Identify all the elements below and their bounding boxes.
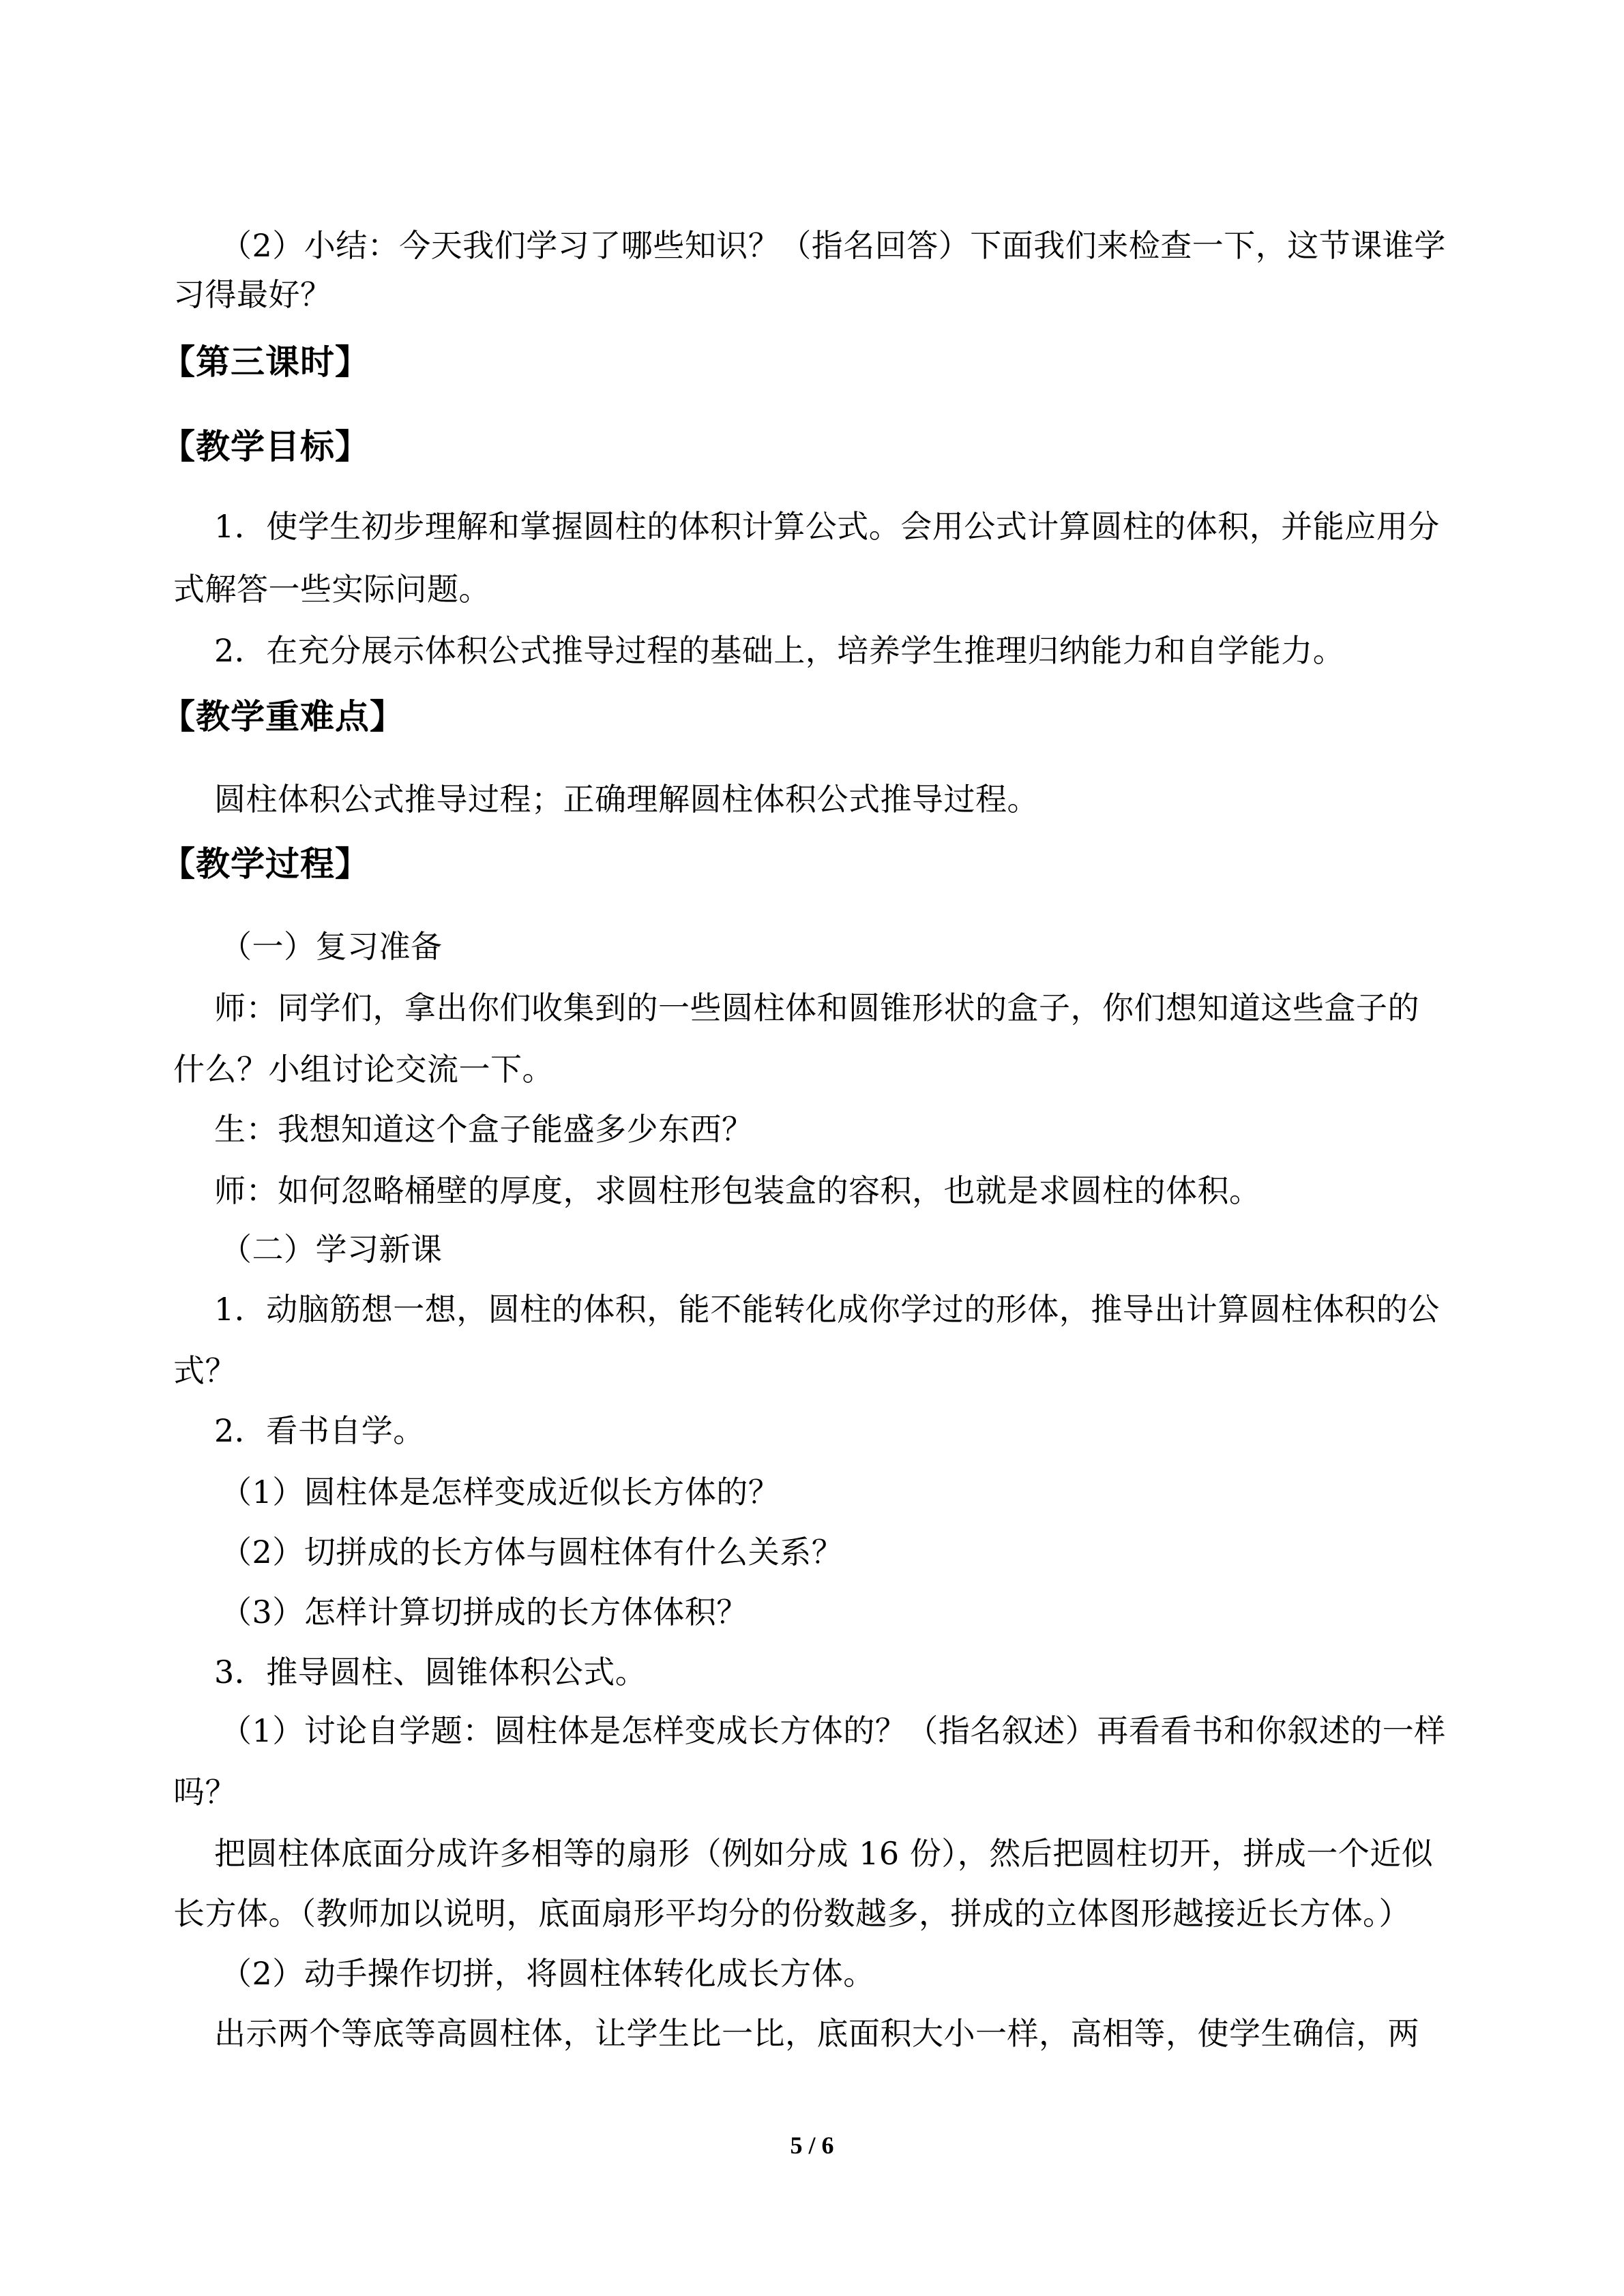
goal-1-line-1: 1．使学生初步理解和掌握圆柱的体积计算公式。会用公式计算圆柱的体积，并能应用分 — [214, 508, 1440, 545]
summary-line-2: 习得最好？ — [173, 276, 332, 313]
heading-key-difficult-points: 【教学重难点】 — [161, 697, 404, 736]
step-2-item-3: （3）怎样计算切拼成的长方体体积？ — [220, 1594, 748, 1630]
step-1-line-1: 1．动脑筋想一想，圆柱的体积，能不能转化成你学过的形体，推导出计算圆柱体积的公 — [214, 1291, 1440, 1328]
teacher-line-3: 师：如何忽略桶壁的厚度，求圆柱形包装盒的容积，也就是求圆柱的体积。 — [214, 1172, 1261, 1209]
step-1-line-2: 式？ — [173, 1352, 237, 1389]
summary-line-1: （2）小结：今天我们学习了哪些知识？（指名回答）下面我们来检查一下，这节课谁学 — [220, 227, 1446, 264]
step-3: 3．推导圆柱、圆锥体积公式。 — [214, 1654, 647, 1690]
step-2-item-2: （2）切拼成的长方体与圆柱体有什么关系？ — [220, 1534, 844, 1570]
heading-teaching-process: 【教学过程】 — [161, 844, 370, 884]
explain-line-1: 把圆柱体底面分成许多相等的扇形（例如分成 16 份），然后把圆柱切开，拼成一个近似 — [214, 1835, 1434, 1872]
heading-third-lesson: 【第三课时】 — [161, 342, 370, 382]
section-new-lesson: （二）学习新课 — [220, 1231, 443, 1268]
step-3-item-1-line-1: （1）讨论自学题：圆柱体是怎样变成长方体的？（指名叙述）再看看书和你叙述的一样 — [220, 1712, 1446, 1749]
heading-teaching-goals: 【教学目标】 — [161, 427, 370, 466]
section-review: （一）复习准备 — [220, 928, 443, 965]
teacher-line-2: 什么？小组讨论交流一下。 — [173, 1051, 554, 1088]
step-2: 2．看书自学。 — [214, 1412, 425, 1449]
goal-1-line-2: 式解答一些实际问题。 — [173, 571, 490, 608]
teacher-line-1: 师：同学们，拿出你们收集到的一些圆柱体和圆锥形状的盒子，你们想知道这些盒子的 — [214, 989, 1419, 1026]
student-line: 生：我想知道这个盒子能盛多少东西？ — [214, 1111, 754, 1148]
step-3-item-2: （2）动手操作切拼，将圆柱体转化成长方体。 — [220, 1955, 875, 1992]
step-2-item-1: （1）圆柱体是怎样变成近似长方体的？ — [220, 1474, 780, 1510]
key-points-text: 圆柱体积公式推导过程；正确理解圆柱体积公式推导过程。 — [214, 781, 1039, 818]
goal-2: 2．在充分展示体积公式推导过程的基础上，培养学生推理归纳能力和自学能力。 — [214, 632, 1345, 669]
demo-line: 出示两个等底等高圆柱体，让学生比一比，底面积大小一样，高相等，使学生确信，两 — [214, 2015, 1419, 2052]
explain-line-2: 长方体。（教师加以说明，底面扇形平均分的份数越多，拼成的立体图形越接近长方体。） — [173, 1895, 1411, 1932]
step-3-item-1-line-2: 吗？ — [173, 1774, 237, 1810]
page-number: 5 / 6 — [790, 2132, 834, 2159]
